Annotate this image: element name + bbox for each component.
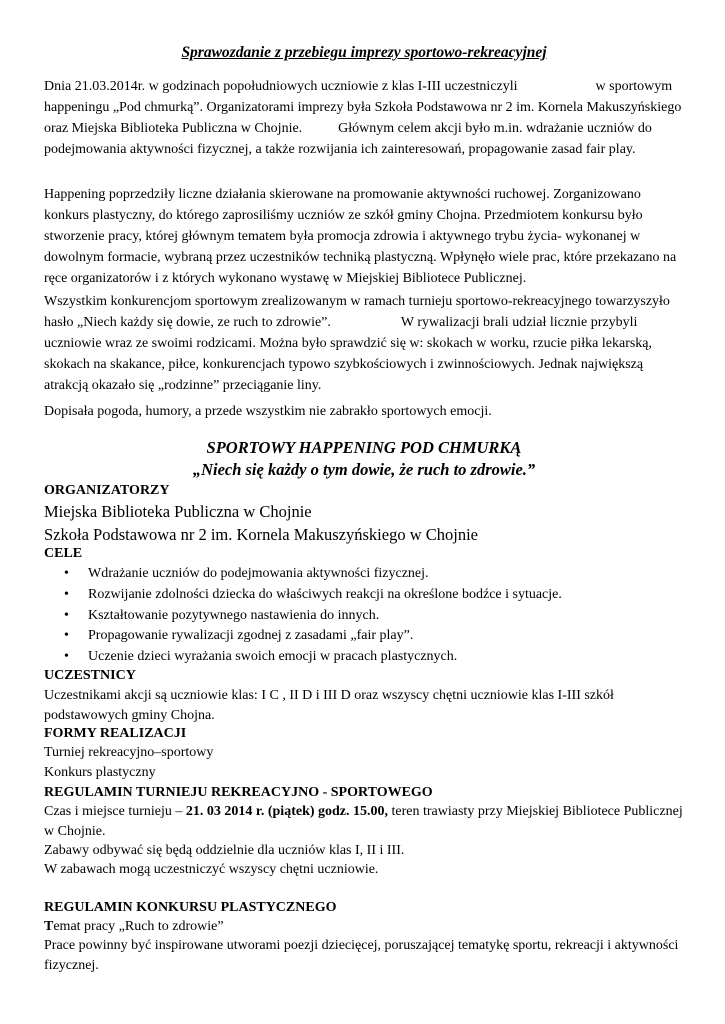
bullet-icon: • — [64, 586, 69, 602]
goals-label: CELE — [44, 546, 83, 561]
organizer-library: Miejska Biblioteka Publiczna w Chojnie — [44, 502, 312, 521]
report-title: Sprawozdanie z przebiegu imprezy sportowo-rekreacyjnej — [181, 44, 547, 61]
goal-text: Propagowanie rywalizacji zgodnej z zasadami „fair play”. — [88, 628, 414, 644]
organizers-label: ORGANIZATORZY — [44, 483, 170, 498]
contest-topic — [44, 917, 684, 937]
report-paragraph-1 — [44, 76, 684, 160]
tournament-participants: W zabawach mogą uczestniczyć wszyscy chętni uczniowie. — [44, 862, 379, 877]
goal-item — [44, 647, 684, 668]
tournament-rules-label: REGULAMIN TURNIEJU REKREACYJNO - SPORTOWEGO — [44, 785, 433, 800]
goal-text: Uczenie dzieci wyrażania swoich emocji w pracach plastycznych. — [88, 649, 458, 665]
tournament-groups: Zabawy odbywać się będą oddzielnie dla uczniów klas I, II i III. — [44, 843, 405, 858]
tournament-time-prefix: Czas i miejsce turnieju – — [44, 804, 186, 819]
goal-item — [44, 626, 684, 647]
tournament-time-place — [44, 802, 684, 842]
participants-label: UCZESTNICY — [44, 668, 136, 683]
bullet-icon: • — [64, 628, 69, 644]
participants-text: Uczestnikami akcji są uczniowie klas: I C , II D i III D oraz wszyscy chętni uczniowie klas I-III szkół podstawowych gminy Chojna. — [44, 688, 614, 723]
tournament-date: 21. 03 2014 r. (piątek) godz. 15.00, — [185, 804, 389, 819]
goal-text: Kształtowanie pozytywnego nastawienia do innych. — [88, 607, 380, 623]
bullet-icon: • — [64, 607, 69, 623]
goal-item — [44, 585, 684, 606]
organizer-school: Szkoła Podstawowa nr 2 im. Kornela Makuszyńskiego w Chojnie — [44, 525, 478, 544]
happening-motto: „Niech się każdy o tym dowie, że ruch to zdrowie.” — [192, 460, 536, 479]
happening-heading: SPORTOWY HAPPENING POD CHMURKĄ — [206, 438, 522, 457]
report-p1-start: Dnia 21.03.2014r. w godzinach popołudniowych uczniowie z klas I-III uczestniczyli — [44, 79, 518, 94]
report-p1-middle: sportowym happeningu „Pod chmurką”. Organizatorami imprezy była Szkoła Podstawowa nr 2 im. Kornela Makuszyńskiego oraz Miejska Biblioteka Publiczna w Chojnie. — [44, 79, 682, 136]
report-paragraph-4: Dopisała pogoda, humory, a przede wszystkim nie zabrakło sportowych emocji. — [44, 404, 492, 419]
contest-topic-initial: T — [44, 919, 54, 934]
bullet-icon: • — [64, 649, 69, 665]
form-tournament: Turniej rekreacyjno–sportowy — [44, 745, 214, 760]
tournament-place: teren trawiasty przy Miejskiej Bibliotece Publicznej w Chojnie. — [44, 804, 683, 839]
goal-item — [44, 606, 684, 627]
forms-label: FORMY REALIZACJI — [44, 726, 187, 741]
report-p3-start: Wszystkim konkurencjom sportowym zrealizowanym w ramach turnieju sportowo-rekreacyjnego towarzyszyło hasło „Niech każdy się dowie, ze ruch to zdrowie”. — [44, 294, 670, 330]
form-contest: Konkurs plastyczny — [44, 765, 156, 780]
report-paragraph-2: Happening poprzedziły liczne działania skierowane na promowanie aktywności ruchowej. Zorganizowano konkurs plastyczny, do którego zaprosiliśmy uczniów ze szkół gminy Chojna. Przedmiotem konkursu było stworzenie pracy, której głównym tematem była promocja zdrowia i aktywnego trybu życia- wykonanej w dowolnym formacie, wybraną przez uczestników techniką plastyczną. Wpłynęło wiele prac, które przekazano na ręce organizatorów i z których wykonano wystawę w Miejskiej Bibliotece Publicznej. — [44, 187, 677, 286]
goal-text: Wdrażanie uczniów do podejmowania aktywności fizycznej. — [88, 566, 429, 581]
contest-description: Prace powinny być inspirowane utworami poezji dziecięcej, poruszającej tematykę sportu, rekreacji i aktywności fizycznej. — [44, 938, 679, 973]
goal-item — [44, 564, 684, 585]
contest-rules-label: REGULAMIN KONKURSU PLASTYCZNEGO — [44, 900, 337, 915]
report-paragraph-3 — [44, 291, 684, 396]
bullet-icon: • — [64, 566, 69, 581]
contest-topic-text: emat pracy „Ruch to zdrowie” — [53, 919, 224, 934]
report-p1-end: Głównym celem akcji było m.in. wdrażanie uczniów do podejmowania aktywności fizycznej, a także rozwijania ich zainteresowań, propagowanie zasad fair play. — [44, 121, 652, 157]
report-p1-w: w — [595, 79, 606, 94]
goals-list — [44, 564, 684, 668]
report-p3-end: W rywalizacji brali udział licznie przybyli uczniowie wraz ze swoimi rodzicami. Można było sprawdzić się w: skokach w worku, rzucie piłka lekarską, skokach na skakance, piłce, konkurencjach typowo szybkościowych i zwinnościowych. Jednak największą atrakcją okazało się „rodzinne” przeciąganie liny. — [44, 315, 653, 393]
goal-text: Rozwijanie zdolności dziecka do właściwych reakcji na określone bodźce i sytuacje. — [88, 586, 562, 602]
